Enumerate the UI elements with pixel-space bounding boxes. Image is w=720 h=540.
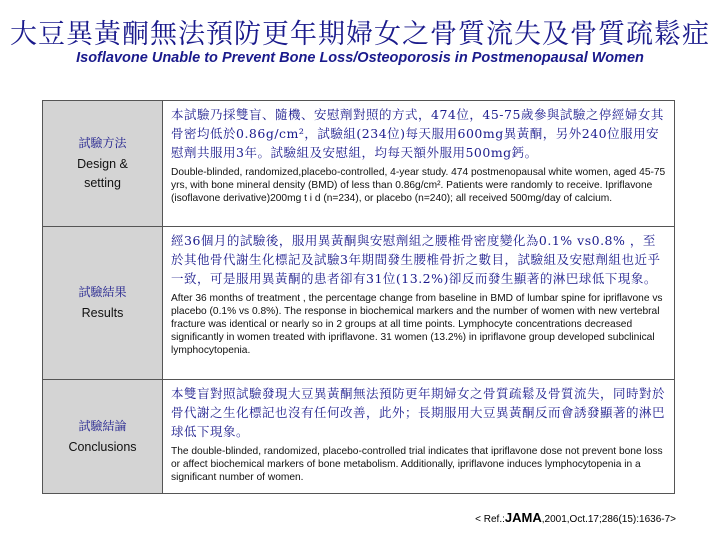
row-label-zh: 試驗方法 <box>78 136 127 150</box>
row-label-zh: 試驗結論 <box>78 418 127 433</box>
row-label-en: Design & setting <box>77 157 128 190</box>
row-label <box>43 227 163 379</box>
row-text-en: After 36 months of treatment , the percentage change from baseline in BMD of lumbar spine for ipriflavone vs placebo (0.1% vs 0.8%). The response in biochemical markers and the number of women with new vertebral fracture was identical or nearly so in 2 groups at all time points. Lymphocyte concentrations decreased significantly in women treated with ipriflavone. 31 women (13.2%) in ipriflavone group developed subclinical lymphocytopenia. <box>171 293 663 356</box>
row-content <box>171 384 666 484</box>
reference-journal: JAMA <box>504 510 542 525</box>
row-text-en: The double-blinded, randomized, placebo-controlled trial indicates that ipriflavone dose not prevent bone loss or affect biochemical markers of bone metabolism. Additionally, ipriflavone induces lymphocytopenia in a significant number of women. <box>171 446 663 483</box>
row-text-zh: 經36個月的試驗後，服用異黃酮與安慰劑組之腰椎骨密度變化為0.1% vs0.8% ，至於其他骨代謝生化標記及試驗3年期間發生腰椎骨折之數目，試驗組及安慰劑組也近乎一致，可是服用異黃酮的患者卻有31位(13.2%)卻反而發生顯著的淋巴球低下現象。 <box>171 233 661 286</box>
row-text-zh: 本雙盲對照試驗發現大豆異黃酮無法預防更年期婦女之骨質疏鬆及骨質流失，同時對於骨代謝之生化標記也沒有任何改善，此外；長期服用大豆異黃酮反而會誘發顯著的淋巴球低下現象。 <box>171 386 666 439</box>
row-content <box>171 231 666 357</box>
reference-citation <box>475 510 676 525</box>
row-label <box>43 380 163 493</box>
row-label <box>43 101 163 226</box>
page-subtitle: Isoflavone Unable to Prevent Bone Loss/Osteoporosis in Postmenopausal Women <box>76 50 644 66</box>
row-label-zh: 試驗結果 <box>78 285 127 299</box>
row-text-en: Double-blinded, randomized,placebo-controlled, 4-year study. 474 postmenopausal white women, aged 45-75 yrs, with bone mineral density (BMD) of less than 0.86g/cm². Patients were randomly to receive. Ipriflavone (isoflavone derivative)200mg t i d (n=234), or placebo (n=240); all received 500mg/day of calcium. <box>171 167 666 204</box>
table-row-conclusions <box>43 380 674 493</box>
table-row-results <box>43 227 674 380</box>
row-content <box>171 105 666 205</box>
row-text-zh: 本試驗乃採雙盲、隨機、安慰劑對照的方式，474位，45-75歲參與試驗之停經婦女其骨密均低於0.86g/cm²，試驗組(234位)每天服用600mg異黃酮，另外240位服用安慰劑共服用3年。試驗組及安慰組，均每天額外服用500mg鈣。 <box>171 107 664 160</box>
reference-prefix: < Ref.: <box>475 514 505 525</box>
study-summary-table <box>42 100 675 494</box>
page-title: 大豆異黃酮無法預防更年期婦女之骨質流失及骨質疏鬆症 <box>10 19 710 50</box>
row-label-en: Results <box>81 306 124 320</box>
row-label-en: Conclusions <box>68 439 137 454</box>
reference-suffix: ,2001,Oct.17;286(15):1636-7> <box>541 514 676 525</box>
table-row-design <box>43 101 674 227</box>
